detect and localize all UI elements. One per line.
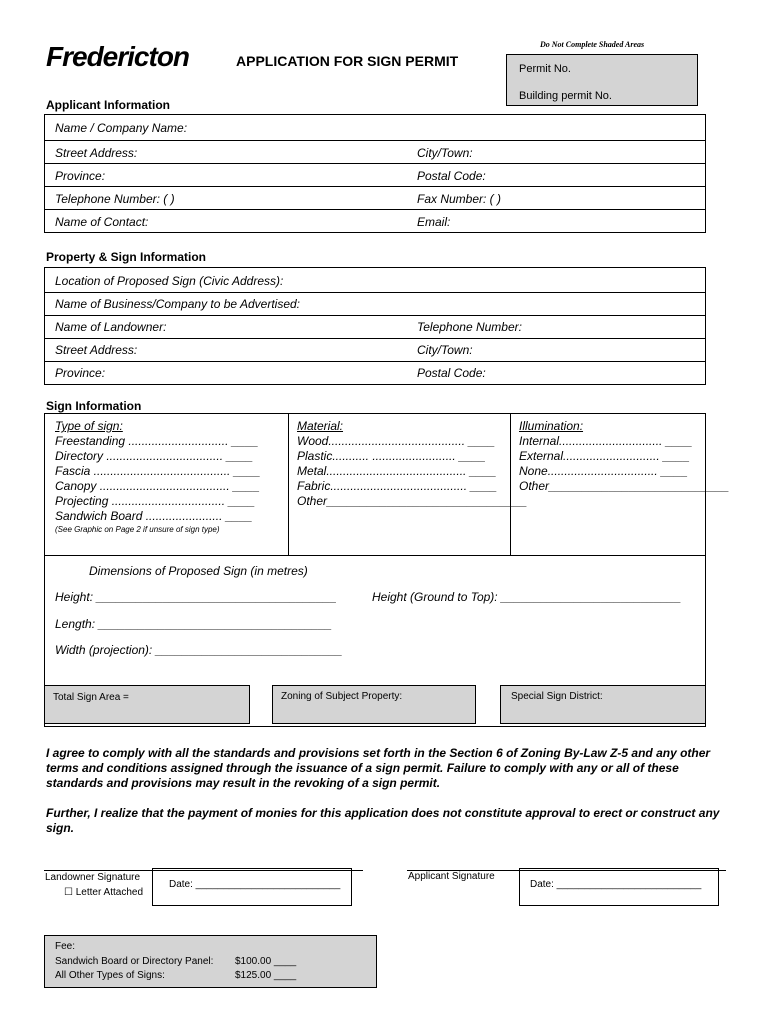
permit-no-label: Permit No. (519, 63, 571, 75)
fee-box (44, 935, 377, 988)
fee-other-label: All Other Types of Signs: (55, 970, 165, 981)
dimensions-heading: Dimensions of Proposed Sign (in metres) (89, 564, 308, 578)
agreement-paragraph: I agree to comply with all the standards and provisions set forth in the Section 6 of Zoning By-Law Z-5 and any other terms and conditions assigned through the issuance of a sign permit. Failure to comply with any or all of these standards and provisions may result in the revoking of a sign permit. (46, 746, 711, 790)
sign-info-heading: Sign Information (46, 399, 142, 413)
letter-attached-checkbox-row[interactable] (64, 887, 143, 898)
divider (45, 338, 705, 339)
applicant-date-box[interactable] (519, 868, 719, 906)
material-heading: Material: (297, 419, 344, 433)
divider (45, 186, 705, 187)
building-permit-no-label: Building permit No. (519, 90, 612, 102)
fee-heading: Fee: (55, 941, 76, 952)
sign-type-sandwich-board[interactable]: Sandwich Board ....................... ____ (55, 509, 253, 523)
applicant-province-field[interactable]: Province: (55, 169, 106, 183)
sign-type-directory[interactable]: Directory ................................... ____ (55, 449, 254, 463)
applicant-info-box (44, 114, 706, 233)
sign-type-box (44, 413, 730, 556)
divider (45, 361, 705, 362)
divider (45, 163, 705, 164)
applicant-email-field[interactable]: Email: (417, 215, 451, 229)
zoning-box (272, 685, 476, 724)
letter-attached-label: Letter Attached (75, 887, 144, 898)
sign-type-heading: Type of sign: (55, 419, 123, 433)
landowner-signature-label: Landowner Signature (45, 872, 141, 883)
divider (45, 315, 705, 316)
material-wood[interactable]: Wood......................................... ____ (297, 434, 496, 448)
divider (45, 209, 705, 210)
total-sign-area-label: Total Sign Area = (53, 692, 129, 703)
illumination-column (519, 419, 729, 494)
material-column (297, 419, 527, 509)
applicant-name-field[interactable]: Name / Company Name: (55, 121, 188, 135)
fredericton-logo: Fredericton (46, 41, 190, 72)
fee-sandwich-label: Sandwich Board or Directory Panel: (55, 956, 214, 967)
sign-type-note: (See Graphic on Page 2 if unsure of sign type) (55, 525, 220, 534)
material-plastic[interactable]: Plastic........... ......................... ____ (297, 449, 486, 463)
document-title: APPLICATION FOR SIGN PERMIT (236, 53, 459, 69)
landowner-date-box[interactable] (152, 868, 352, 906)
applicant-city-field[interactable]: City/Town: (417, 146, 473, 160)
landowner-date-field[interactable]: Date: __________________________ (169, 879, 341, 890)
material-fabric[interactable]: Fabric......................................... ____ (297, 479, 498, 493)
illumination-heading: Illumination: (519, 419, 584, 433)
divider (45, 292, 705, 293)
fee-other-amount[interactable]: $125.00 ____ (235, 970, 297, 981)
applicant-telephone-field[interactable]: Telephone Number: ( ) (55, 192, 175, 206)
fee-sandwich-amount[interactable]: $100.00 ____ (235, 956, 297, 967)
length-field[interactable]: Length: ___________________________________ (55, 617, 332, 631)
property-info-box (44, 267, 706, 385)
total-sign-area-box (44, 685, 250, 724)
office-use-box (506, 54, 698, 106)
landowner-name-field[interactable]: Name of Landowner: (55, 320, 167, 334)
special-district-label: Special Sign District: (511, 691, 603, 702)
illumination-internal[interactable]: Internal............................... ____ (519, 434, 693, 448)
applicant-info-heading: Applicant Information (46, 98, 170, 112)
sign-type-projecting[interactable]: Projecting .................................. ____ (55, 494, 256, 508)
divider (288, 414, 289, 555)
property-city-field[interactable]: City/Town: (417, 343, 473, 357)
sign-type-canopy[interactable]: Canopy ....................................... ____ (55, 479, 260, 493)
applicant-date-field[interactable]: Date: __________________________ (530, 879, 702, 890)
checkbox-icon[interactable]: ☐ (64, 887, 73, 898)
applicant-fax-field[interactable]: Fax Number: ( ) (417, 192, 502, 206)
material-metal[interactable]: Metal.......................................... ____ (297, 464, 497, 478)
divider (45, 140, 705, 141)
applicant-street-field[interactable]: Street Address: (55, 146, 138, 160)
business-name-field[interactable]: Name of Business/Company to be Advertised: (55, 297, 301, 311)
width-projection-field[interactable]: Width (projection): ____________________________ (55, 643, 343, 657)
property-postal-field[interactable]: Postal Code: (417, 366, 486, 380)
applicant-postal-field[interactable]: Postal Code: (417, 169, 486, 183)
height-field[interactable]: Height: ____________________________________ (55, 590, 337, 604)
sign-type-freestanding[interactable]: Freestanding .............................. ____ (55, 434, 259, 448)
property-info-heading: Property & Sign Information (46, 250, 207, 264)
applicant-contact-field[interactable]: Name of Contact: (55, 215, 149, 229)
illumination-external[interactable]: External............................. ____ (519, 449, 690, 463)
landowner-telephone-field[interactable]: Telephone Number: (417, 320, 522, 334)
illumination-other[interactable]: Other___________________________ (519, 479, 730, 493)
illumination-none[interactable]: None................................. ____ (519, 464, 688, 478)
payment-disclaimer: Further, I realize that the payment of monies for this application does not constitute approval to erect or construct any sign. (46, 806, 720, 835)
shaded-areas-note: Do Not Complete Shaded Areas (540, 40, 645, 49)
property-province-field[interactable]: Province: (55, 366, 106, 380)
height-ground-to-top-field[interactable]: Height (Ground to Top): ___________________________ (372, 590, 682, 604)
sign-type-fascia[interactable]: Fascia ......................................... ____ (55, 464, 261, 478)
zoning-label: Zoning of Subject Property: (281, 691, 403, 702)
sign-location-field[interactable]: Location of Proposed Sign (Civic Address): (55, 274, 284, 288)
sign-type-column (55, 419, 260, 534)
material-other[interactable]: Other______________________________ (297, 494, 528, 508)
applicant-signature-label: Applicant Signature (408, 871, 495, 882)
property-street-field[interactable]: Street Address: (55, 343, 138, 357)
special-district-box (500, 685, 706, 724)
